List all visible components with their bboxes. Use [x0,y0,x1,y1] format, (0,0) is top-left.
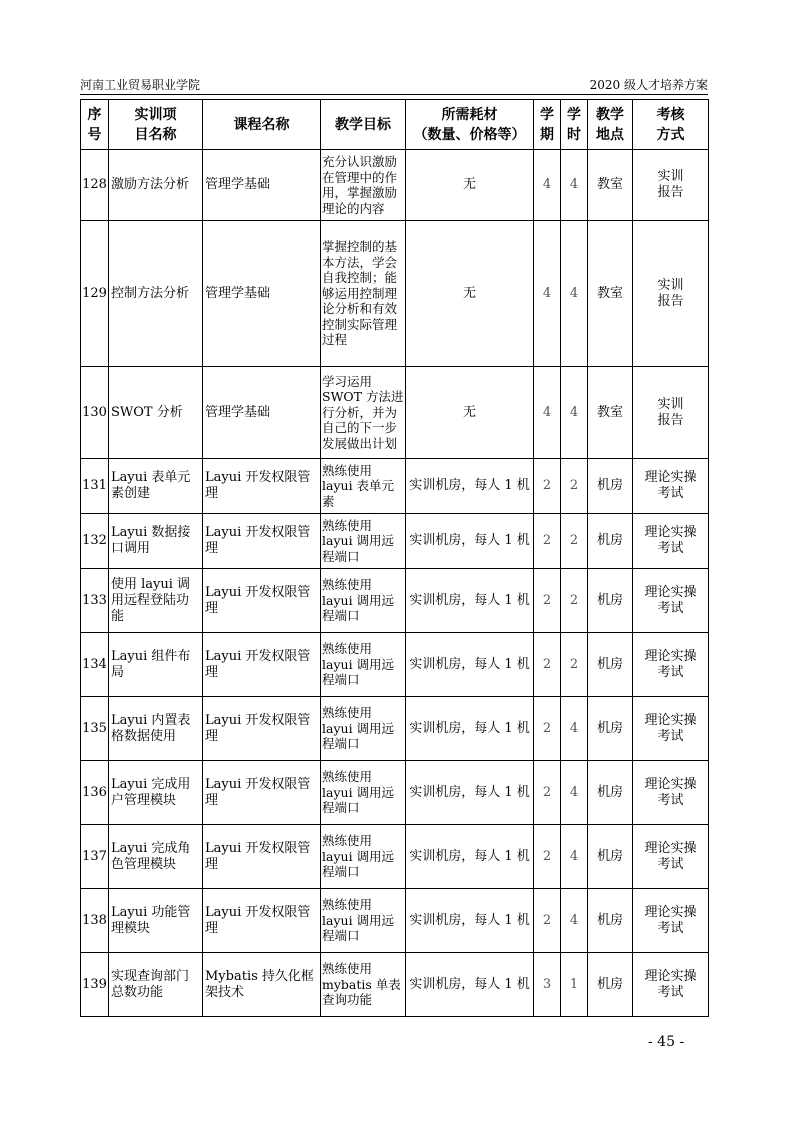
course-name-cell: Mybatis 持久化框架技术 [203,953,321,1017]
row-number-cell: 131 [81,459,109,514]
assessment-cell: 理论实操考试 [633,825,709,889]
course-name-cell: Layui 开发权限管理 [203,459,321,514]
assessment-cell: 理论实操考试 [633,697,709,761]
table-row [81,367,709,459]
row-number-cell: 130 [81,367,109,459]
hours-cell: 2 [561,459,588,514]
material-cell: 实训机房，每人 1 机 [406,633,534,697]
table-row [81,825,709,889]
item-name-cell: 实现查询部门总数功能 [109,953,203,1017]
row-number-cell: 135 [81,697,109,761]
col-place-header: 教学 地点 [588,100,633,150]
table-row [81,633,709,697]
item-name-cell: SWOT 分析 [109,367,203,459]
assessment-cell: 实训 报告 [633,150,709,221]
course-name-cell: Layui 开发权限管理 [203,633,321,697]
assessment-cell: 理论实操考试 [633,569,709,633]
material-cell: 无 [406,367,534,459]
row-number-cell: 137 [81,825,109,889]
teaching-goal-cell: 熟练使用 mybatis 单表查询功能 [321,953,406,1017]
term-cell: 2 [534,761,561,825]
item-name-cell: Layui 功能管理模块 [109,889,203,953]
hours-cell: 4 [561,697,588,761]
item-name-cell: Layui 组件布局 [109,633,203,697]
hours-cell: 2 [561,569,588,633]
place-cell: 机房 [588,761,633,825]
term-cell: 2 [534,825,561,889]
material-cell: 实训机房，每人 1 机 [406,889,534,953]
col-course-header: 课程名称 [203,100,321,150]
material-cell: 实训机房，每人 1 机 [406,953,534,1017]
hours-cell: 4 [561,367,588,459]
place-cell: 教室 [588,150,633,221]
place-cell: 机房 [588,514,633,569]
row-number-cell: 133 [81,569,109,633]
hours-cell: 4 [561,221,588,367]
place-cell: 教室 [588,221,633,367]
course-name-cell: Layui 开发权限管理 [203,889,321,953]
material-cell: 无 [406,150,534,221]
item-name-cell: Layui 完成用户管理模块 [109,761,203,825]
hours-cell: 4 [561,825,588,889]
course-name-cell: 管理学基础 [203,150,321,221]
assessment-cell: 理论实操考试 [633,889,709,953]
teaching-goal-cell: 熟练使用 layui 调用远程端口 [321,569,406,633]
hours-cell: 2 [561,633,588,697]
header-doc-title: 2020 级人才培养方案 [589,78,708,92]
training-table [80,99,709,1017]
row-number-cell: 139 [81,953,109,1017]
place-cell: 机房 [588,825,633,889]
term-cell: 2 [534,697,561,761]
course-name-cell: Layui 开发权限管理 [203,514,321,569]
row-number-cell: 132 [81,514,109,569]
table-row [81,221,709,367]
header-school: 河南工业贸易职业学院 [80,78,201,92]
row-number-cell: 128 [81,150,109,221]
term-cell: 2 [534,459,561,514]
table-row [81,459,709,514]
table-row [81,889,709,953]
table-row [81,150,709,221]
page-header [80,74,708,95]
term-cell: 4 [534,150,561,221]
table-row [81,697,709,761]
assessment-cell: 实训 报告 [633,367,709,459]
place-cell: 教室 [588,367,633,459]
place-cell: 机房 [588,459,633,514]
item-name-cell: 激励方法分析 [109,150,203,221]
material-cell: 无 [406,221,534,367]
item-name-cell: Layui 表单元素创建 [109,459,203,514]
teaching-goal-cell: 熟练使用 layui 调用远程端口 [321,761,406,825]
assessment-cell: 理论实操考试 [633,953,709,1017]
teaching-goal-cell: 掌握控制的基本方法，学会自我控制；能够运用控制理论分析和有效控制实际管理过程 [321,221,406,367]
assessment-cell: 理论实操考试 [633,761,709,825]
course-name-cell: Layui 开发权限管理 [203,569,321,633]
item-name-cell: 使用 layui 调用远程登陆功能 [109,569,203,633]
table-row [81,953,709,1017]
term-cell: 4 [534,367,561,459]
course-name-cell: 管理学基础 [203,367,321,459]
row-number-cell: 136 [81,761,109,825]
place-cell: 机房 [588,953,633,1017]
place-cell: 机房 [588,697,633,761]
teaching-goal-cell: 熟练使用 layui 调用远程端口 [321,697,406,761]
teaching-goal-cell: 熟练使用 layui 调用远程端口 [321,825,406,889]
col-hours-header: 学 时 [561,100,588,150]
item-name-cell: Layui 完成角色管理模块 [109,825,203,889]
row-number-cell: 134 [81,633,109,697]
material-cell: 实训机房，每人 1 机 [406,697,534,761]
hours-cell: 4 [561,889,588,953]
material-cell: 实训机房，每人 1 机 [406,825,534,889]
material-cell: 实训机房，每人 1 机 [406,459,534,514]
course-name-cell: Layui 开发权限管理 [203,761,321,825]
course-name-cell: Layui 开发权限管理 [203,697,321,761]
page-number: - 45 - [648,1034,685,1050]
hours-cell: 4 [561,761,588,825]
hours-cell: 2 [561,514,588,569]
teaching-goal-cell: 充分认识激励在管理中的作用，掌握激励理论的内容 [321,150,406,221]
term-cell: 4 [534,221,561,367]
teaching-goal-cell: 学习运用 SWOT 方法进行分析，并为自己的下一步发展做出计划 [321,367,406,459]
place-cell: 机房 [588,889,633,953]
row-number-cell: 138 [81,889,109,953]
col-no-header: 序 号 [81,100,109,150]
table-row [81,514,709,569]
item-name-cell: Layui 数据接口调用 [109,514,203,569]
assessment-cell: 理论实操考试 [633,633,709,697]
term-cell: 3 [534,953,561,1017]
place-cell: 机房 [588,569,633,633]
teaching-goal-cell: 熟练使用 layui 调用远程端口 [321,514,406,569]
col-material-header: 所需耗材 （数量、价格等） [406,100,534,150]
assessment-cell: 理论实操考试 [633,514,709,569]
item-name-cell: Layui 内置表格数据使用 [109,697,203,761]
item-name-cell: 控制方法分析 [109,221,203,367]
place-cell: 机房 [588,633,633,697]
col-goal-header: 教学目标 [321,100,406,150]
term-cell: 2 [534,514,561,569]
hours-cell: 4 [561,150,588,221]
col-item-header: 实训项 目名称 [109,100,203,150]
material-cell: 实训机房，每人 1 机 [406,569,534,633]
term-cell: 2 [534,633,561,697]
table-row [81,761,709,825]
table-header-row [81,100,709,150]
assessment-cell: 实训 报告 [633,221,709,367]
col-assess-header: 考核 方式 [633,100,709,150]
col-term-header: 学 期 [534,100,561,150]
assessment-cell: 理论实操考试 [633,459,709,514]
term-cell: 2 [534,569,561,633]
table-row [81,569,709,633]
course-name-cell: Layui 开发权限管理 [203,825,321,889]
material-cell: 实训机房，每人 1 机 [406,761,534,825]
course-name-cell: 管理学基础 [203,221,321,367]
hours-cell: 1 [561,953,588,1017]
teaching-goal-cell: 熟练使用 layui 调用远程端口 [321,633,406,697]
row-number-cell: 129 [81,221,109,367]
material-cell: 实训机房，每人 1 机 [406,514,534,569]
teaching-goal-cell: 熟练使用 layui 表单元素 [321,459,406,514]
teaching-goal-cell: 熟练使用 layui 调用远程端口 [321,889,406,953]
term-cell: 2 [534,889,561,953]
